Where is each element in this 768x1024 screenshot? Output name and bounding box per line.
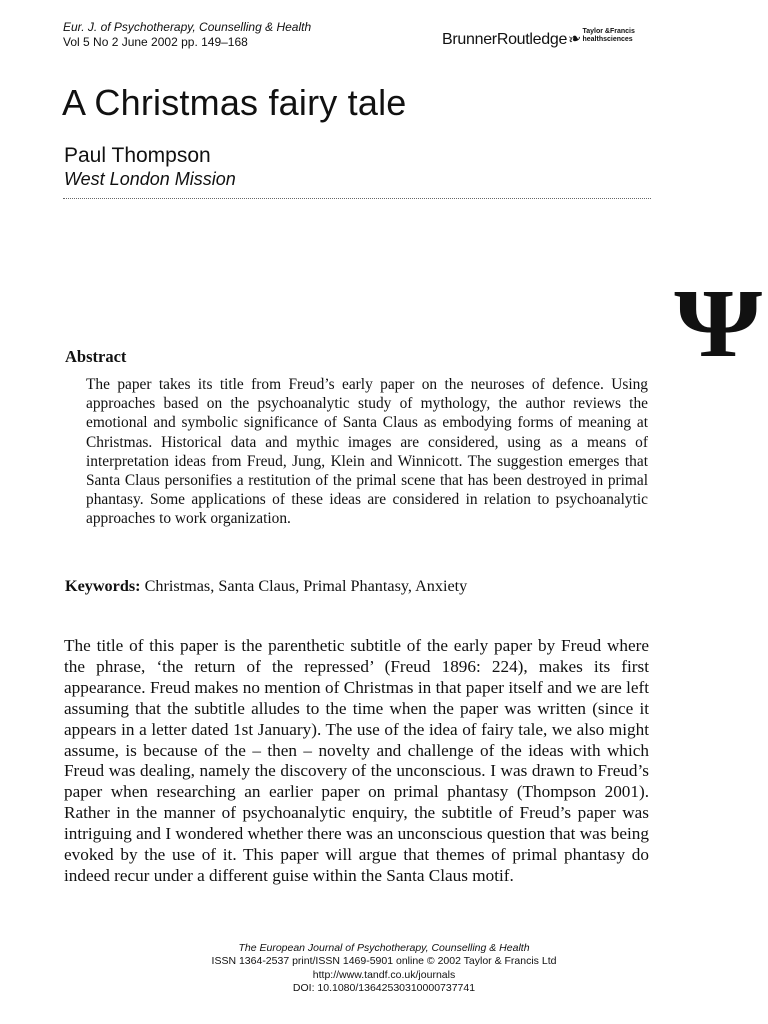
keywords-label: Keywords: — [65, 577, 141, 595]
publisher-logo — [442, 28, 635, 49]
body-paragraph: The title of this paper is the parenthetic subtitle of the early paper by Freud where the phrase, ‘the return of the repressed’ (Freud 1896: 224), makes its first appearance. Freud makes no mention of Christmas in that paper itself and we are left assuming that the subtitle alludes to the time when the paper was written (since it appears in a letter dated 1st January). The use of the idea of fairy tale, we also might assume, is because of the – then – novelty and challenge of the ideas with which Freud was dealing, namely the discovery of the unconscious. I was drawn to Freud’s paper when researching an earlier paper on primal phantasy (Thompson 2001). Rather in the manner of psychoanalytic enquiry, the subtitle of Freud’s paper was intriguing and I wondered whether there was an unconscious question that was being evoked by the use of it. This paper will argue that themes of primal phantasy do indeed recur under a different guise within the Santa Claus motif. — [64, 636, 649, 885]
author-name: Paul Thompson — [64, 144, 211, 167]
footer-doi: DOI: 10.1080/13642530310000737741 — [292, 981, 476, 994]
journal-name: Eur. J. of Psychotherapy, Counselling & Health — [63, 20, 312, 34]
publisher-sub-line-2: healthsciences — [582, 36, 633, 43]
publisher-sub-line-1: Taylor &Francis — [582, 28, 635, 35]
page-footer — [0, 942, 768, 995]
author-affiliation: West London Mission — [64, 169, 236, 189]
footer-issn: ISSN 1364-2537 print/ISSN 1469-5901 online © 2002 Taylor & Francis Ltd — [211, 955, 557, 968]
abstract-heading: Abstract — [65, 347, 127, 366]
publisher-swoosh-icon: ❧ — [566, 29, 584, 50]
article-title: A Christmas fairy tale — [62, 82, 407, 123]
footer-url: http://www.tandf.co.uk/journals — [312, 968, 456, 981]
abstract-text: The paper takes its title from Freud’s early paper on the neuroses of defence. Using approaches based on the psychoanalytic study of mythology, the author reviews the emotional and symbolic significance of Santa Claus as embodying forms of meaning at Christmas. Historical data and mythic images are considered, using as a means of interpretation ideas from Freud, Jung, Klein and Winnicott. The suggestion emerges that Santa Claus personifies a restitution of the primal scene that has been destroyed in primal phantasy. Some applications of these ideas are considered in relation to psychoanalytic approaches to work organization. — [86, 376, 648, 528]
volume-info: Vol 5 No 2 June 2002 pp. 149–168 — [63, 35, 248, 49]
keywords-value: Christmas, Santa Claus, Primal Phantasy, Anxiety — [144, 577, 468, 595]
footer-journal: The European Journal of Psychotherapy, Counselling & Health — [238, 942, 530, 954]
publisher-name: BrunnerRoutledge — [442, 31, 568, 48]
publisher-subtitle — [582, 28, 634, 44]
journal-reference — [63, 20, 311, 50]
psi-logo-icon: Ψ — [674, 270, 763, 378]
keywords — [65, 577, 665, 596]
header-divider — [63, 198, 651, 199]
